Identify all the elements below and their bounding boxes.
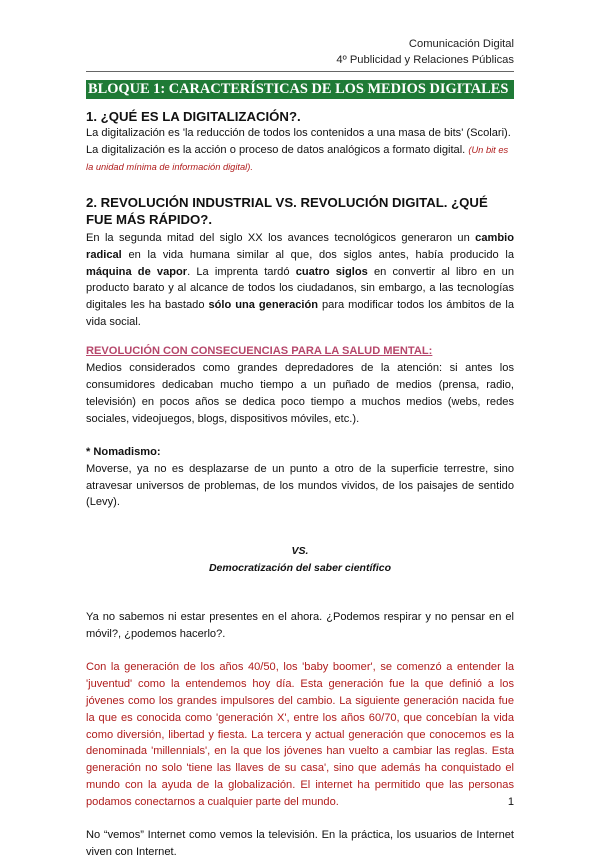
- bold-run: cambio radical: [86, 231, 514, 261]
- internet-paragraph: No “vemos” Internet como vemos la televisión. En la práctica, los usuarios de Internet viven con Internet.: [86, 829, 514, 858]
- text-run: En la segunda mitad del siglo XX los avances tecnológicos generaron un: [86, 231, 476, 244]
- course-subtitle: 4º Publicidad y Relaciones Públicas: [336, 54, 514, 66]
- democratizacion-title: Democratización del saber científico: [208, 562, 392, 575]
- page-number: 1: [507, 796, 514, 808]
- section2-paragraph: [86, 230, 514, 331]
- section1-definition-2: [86, 142, 514, 176]
- header-divider: [86, 71, 514, 72]
- bold-run: cuatro siglos: [295, 265, 368, 278]
- block-banner: BLOQUE 1: CARACTERÍSTICAS DE LOS MEDIOS DIGITALES: [86, 80, 514, 99]
- text-run: para modificar todos los ámbitos de la vida social.: [86, 299, 514, 329]
- section1-definition-2-text: La digitalización es la acción o proceso de datos analógicos a formato digital.: [86, 143, 466, 156]
- mental-health-text: Medios considerados como grandes depredadores de la atención: si antes los consumidores dedicaban mucho tiempo a un puñado de medios (prensa, radio, televisión) en pocos años se dedica poco tiempo a muchos medios (webs, redes sociales, videojuegos, blogs, dispositivos móviles, etc.).: [86, 362, 514, 425]
- bit-note: (Un bit es la unidad mínima de información digital).: [86, 144, 509, 172]
- bold-run: sólo una generación: [208, 299, 319, 312]
- bold-run: máquina de vapor: [86, 265, 188, 278]
- document-body: [86, 108, 514, 861]
- presente-paragraph: Ya no sabemos ni estar presentes en el ahora. ¿Podemos respirar y no pensar en el móvil?, ¿podemos hacerlo?.: [86, 611, 514, 641]
- nomadismo-heading: * Nomadismo:: [86, 445, 161, 458]
- text-run: en la vida humana similar al que, dos siglos antes, había producido la: [121, 248, 514, 261]
- page-header: [336, 36, 514, 68]
- section1-heading: 1. ¿QUÉ ES LA DIGITALIZACIÓN?.: [86, 109, 301, 124]
- vs-label: VS.: [291, 545, 309, 558]
- course-title: Comunicación Digital: [408, 38, 514, 50]
- mental-health-heading: REVOLUCIÓN CON CONSECUENCIAS PARA LA SALUD MENTAL:: [86, 345, 433, 358]
- nomadismo-text: Moverse, ya no es desplazarse de un punto a otro de la superficie terrestre, sino atravesar universos de problemas, de los mundos vividos, de los paisajes de sentido (Levy).: [86, 462, 514, 509]
- generaciones-paragraph: Con la generación de los años 40/50, los 'baby boomer', se comenzó a entender la 'juventud' como la entendemos hoy día. Esta generación fue la que definió a los jóvenes como los grandes impulsores del cambio. La siguiente generación nacida fue la que es conocida como 'generación X', entre los años 60/70, que concebían la vida como diversión, libertad y fiesta. La tercera y actual generación que conocemos es la denominada 'millennials', en la que los jóvenes han vuelto a cambiar las reglas. Esta generación no solo 'tiene las llaves de su casa', sino que además ha conquistado el mundo con la ayuda de la globalización. El internet ha permitido que las personas podamos conectarnos a cualquier parte del mundo.: [86, 660, 514, 809]
- section1-definition-1: La digitalización es 'la reducción de todos los contenidos a una masa de bits' (Scolari).: [86, 127, 511, 139]
- text-run: en convertir al libro en un producto barato y al alcance de todos los ciudadanos, sin embargo, a las tecnologías digitales les ha bastado: [86, 265, 515, 312]
- section2-heading: 2. REVOLUCIÓN INDUSTRIAL VS. REVOLUCIÓN DIGITAL. ¿QUÉ FUE MÁS RÁPIDO?.: [86, 194, 488, 227]
- text-run: . La imprenta tardó: [187, 265, 296, 278]
